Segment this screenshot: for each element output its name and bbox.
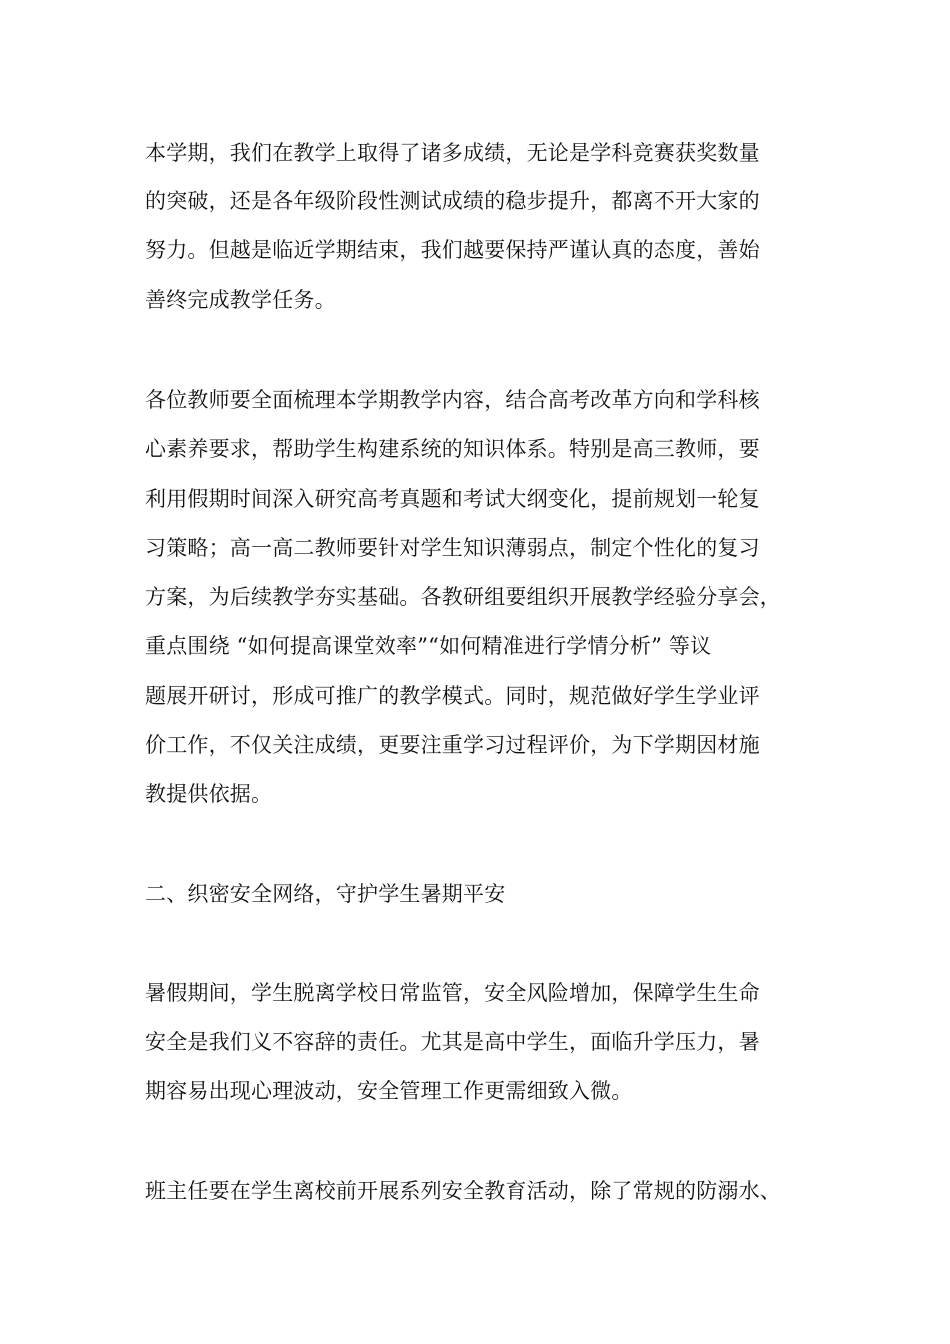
paragraph-4-line-1: 班主任要在学生离校前开展系列安全教育活动，除了常规的防溺水、 — [145, 1179, 781, 1203]
paragraph-3-line-3: 期容易出现心理波动，安全管理工作更需细致入微。 — [145, 1079, 633, 1103]
paragraph-1-line-3: 努力。但越是临近学期结束，我们越要保持严谨认真的态度，善始 — [145, 238, 760, 262]
paragraph-3-line-2: 安全是我们义不容辞的责任。尤其是高中学生，面临升学压力，暑 — [145, 1030, 760, 1054]
paragraph-2-line-6: 重点围绕 “如何提高课堂效率”“如何精准进行学情分析” 等议 — [145, 634, 712, 658]
paragraph-2-line-2: 心素养要求，帮助学生构建系统的知识体系。特别是高三教师，要 — [145, 437, 760, 461]
paragraph-2-line-4: 习策略；高一高二教师要针对学生知识薄弱点，制定个性化的复习 — [145, 536, 760, 560]
paragraph-2-line-5: 方案，为后续教学夯实基础。各教研组要组织开展教学经验分享会， — [145, 585, 781, 609]
paragraph-2-line-7: 题展开研讨，形成可推广的教学模式。同时，规范做好学生学业评 — [145, 684, 760, 708]
paragraph-1-line-2: 的突破，还是各年级阶段性测试成绩的稳步提升，都离不开大家的 — [145, 189, 760, 213]
paragraph-1-line-4: 善终完成教学任务。 — [145, 288, 336, 312]
paragraph-1-line-1: 本学期，我们在教学上取得了诸多成绩，无论是学科竞赛获奖数量 — [145, 141, 760, 165]
paragraph-2-line-8: 价工作，不仅关注成绩，更要注重学习过程评价，为下学期因材施 — [145, 733, 760, 757]
section-heading: 二、织密安全网络，守护学生暑期平安 — [145, 882, 506, 906]
paragraph-2-line-9: 教提供依据。 — [145, 782, 273, 806]
paragraph-2-line-3: 利用假期时间深入研究高考真题和考试大纲变化，提前规划一轮复 — [145, 487, 760, 511]
paragraph-3-line-1: 暑假期间，学生脱离学校日常监管，安全风险增加，保障学生生命 — [145, 981, 760, 1005]
paragraph-2-line-1: 各位教师要全面梳理本学期教学内容，结合高考改革方向和学科核 — [145, 388, 760, 412]
